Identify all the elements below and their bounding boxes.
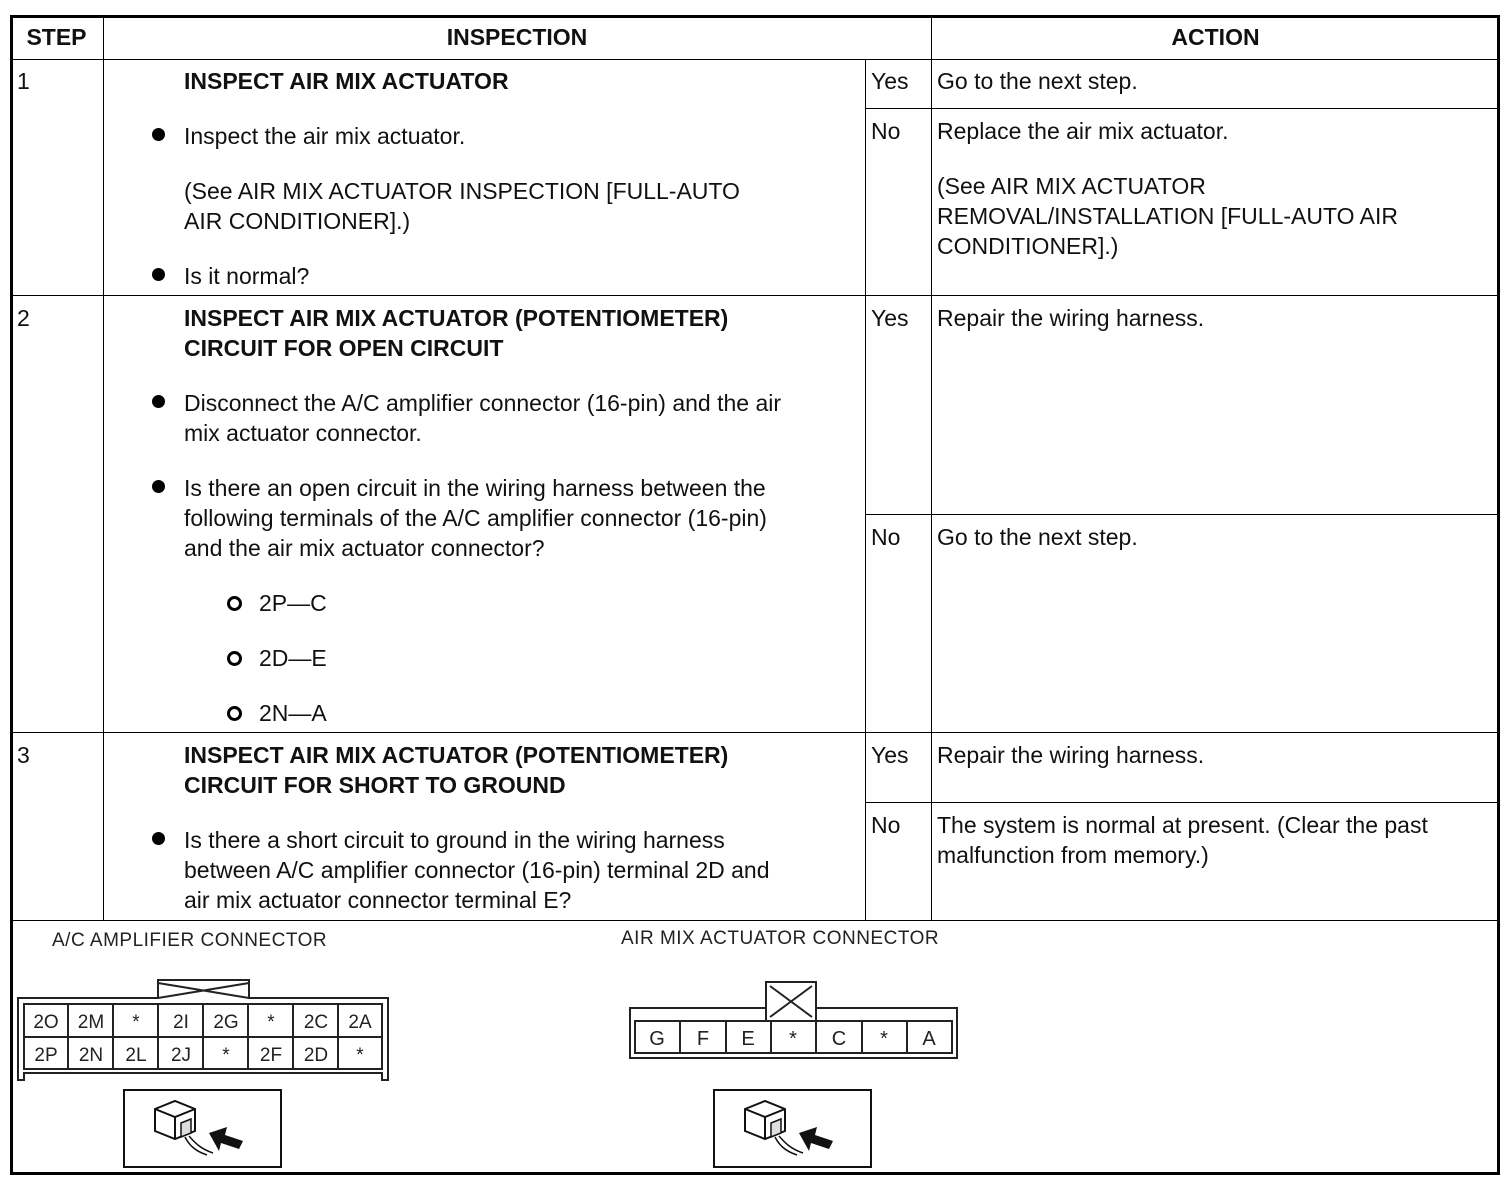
amp-pin: 2G	[213, 1012, 239, 1033]
actuator-pin: *	[789, 1028, 797, 1050]
amp-pin: 2D	[303, 1045, 329, 1066]
step-title: INSPECT AIR MIX ACTUATOR (POTENTIOMETER)	[184, 305, 729, 331]
no-label: No	[871, 524, 901, 550]
actuator-pin: A	[922, 1028, 936, 1050]
amp-pin: 2M	[77, 1012, 105, 1033]
amp-pin: 2O	[33, 1012, 59, 1033]
actuator-pin: C	[831, 1028, 847, 1050]
amp-pin: *	[267, 1012, 275, 1033]
no-label: No	[871, 812, 901, 838]
action-text: malfunction from memory.)	[937, 842, 1209, 868]
inspection-text: Is there an open circuit in the wiring harness between the	[184, 475, 766, 501]
inspection-text: (See AIR MIX ACTUATOR INSPECTION [FULL-AUTO	[184, 178, 740, 204]
terminal-pair: 2D—E	[259, 645, 327, 671]
step-number: 2	[17, 305, 30, 331]
amp-pin: 2I	[173, 1012, 189, 1033]
inspection-text: between A/C amplifier connector (16-pin) terminal 2D and	[184, 857, 770, 883]
amp-pin: 2N	[78, 1045, 104, 1066]
header-action: ACTION	[1171, 24, 1260, 50]
inspection-text: mix actuator connector.	[184, 420, 422, 446]
amp-pin: 2A	[348, 1012, 372, 1033]
terminal-pair: 2P—C	[259, 590, 327, 616]
amp-pin: *	[132, 1012, 140, 1033]
harness-side-connector-icon	[713, 1089, 873, 1169]
actuator-pin: F	[696, 1028, 710, 1050]
header-inspection: INSPECTION	[446, 24, 588, 50]
actuator-connector-label: AIR MIX ACTUATOR CONNECTOR	[621, 928, 940, 949]
step-number: 1	[17, 68, 30, 94]
action-text: Replace the air mix actuator.	[937, 118, 1229, 144]
inspection-text: air mix actuator connector terminal E?	[184, 887, 572, 913]
inspection-text: Disconnect the A/C amplifier connector (16-pin) and the air	[184, 390, 782, 416]
step-title: CIRCUIT FOR SHORT TO GROUND	[184, 772, 566, 798]
yes-label: Yes	[871, 68, 909, 94]
step-title: INSPECT AIR MIX ACTUATOR	[184, 68, 509, 94]
amp-pin: 2F	[259, 1045, 283, 1066]
step-number: 3	[17, 742, 30, 768]
step-title: CIRCUIT FOR OPEN CIRCUIT	[184, 335, 504, 361]
actuator-pin: G	[649, 1028, 665, 1050]
inspection-text: and the air mix actuator connector?	[184, 535, 545, 561]
actuator-pin: E	[741, 1028, 755, 1050]
action-text: Go to the next step.	[937, 524, 1138, 550]
action-text: (See AIR MIX ACTUATOR	[937, 173, 1206, 199]
step-title: INSPECT AIR MIX ACTUATOR (POTENTIOMETER)	[184, 742, 729, 768]
inspection-text: Inspect the air mix actuator.	[184, 123, 466, 149]
amp-pin: 2L	[125, 1045, 147, 1066]
action-text: Repair the wiring harness.	[937, 305, 1205, 331]
actuator-pin: *	[880, 1028, 888, 1050]
amp-pin: 2C	[303, 1012, 329, 1033]
action-text: Repair the wiring harness.	[937, 742, 1205, 768]
amp-pin: 2J	[170, 1045, 192, 1066]
inspection-text: following terminals of the A/C amplifier connector (16-pin)	[184, 505, 767, 531]
amp-pin: *	[222, 1045, 230, 1066]
terminal-pair: 2N—A	[259, 700, 327, 726]
action-text: Go to the next step.	[937, 68, 1138, 94]
no-label: No	[871, 118, 901, 144]
inspection-text: Is there a short circuit to ground in the wiring harness	[184, 827, 725, 853]
inspection-text: Is it normal?	[184, 263, 310, 289]
yes-label: Yes	[871, 305, 909, 331]
action-text: REMOVAL/INSTALLATION [FULL-AUTO AIR	[937, 203, 1398, 229]
action-text: CONDITIONER].)	[937, 233, 1119, 259]
action-text: The system is normal at present. (Clear the past	[937, 812, 1428, 838]
yes-label: Yes	[871, 742, 909, 768]
inspection-text: AIR CONDITIONER].)	[184, 208, 411, 234]
amp-connector-label: A/C AMPLIFIER CONNECTOR	[52, 930, 328, 951]
harness-side-connector-icon	[123, 1089, 283, 1169]
amp-pin: 2P	[34, 1045, 58, 1066]
header-step: STEP	[26, 24, 87, 50]
amp-pin: *	[356, 1045, 364, 1066]
